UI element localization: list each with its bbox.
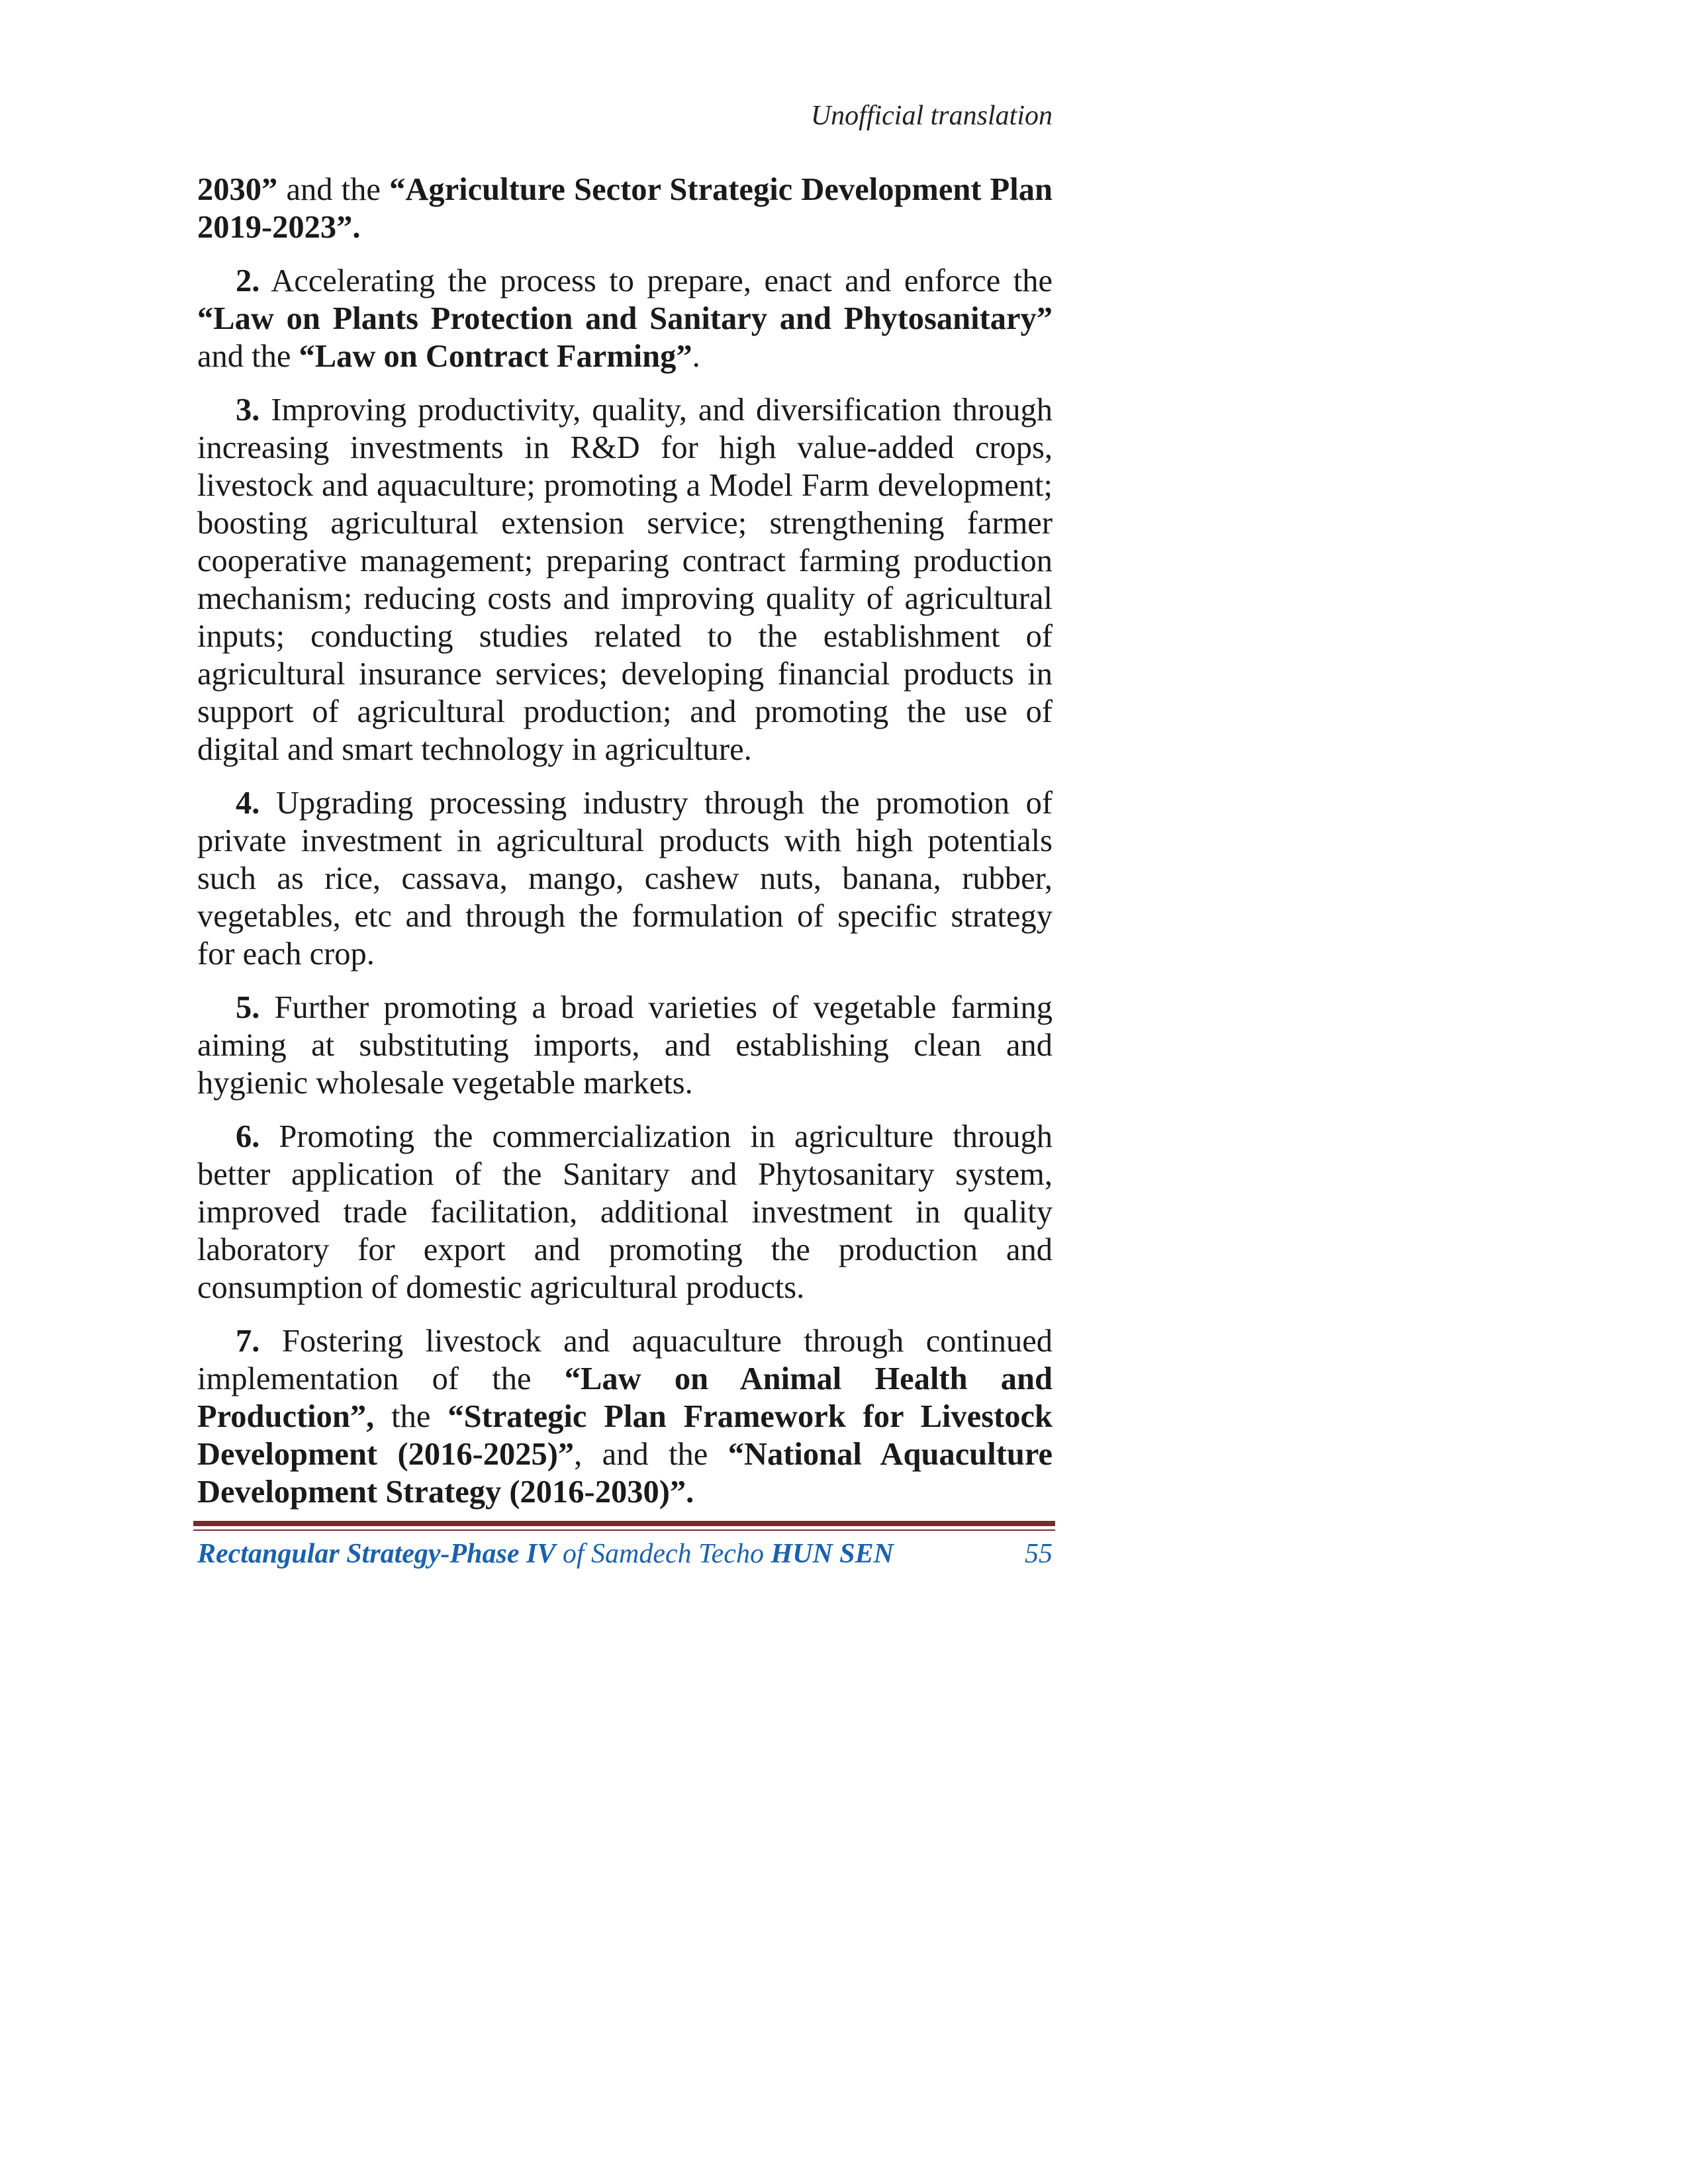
bold-text: “Law on Contract Farming” [299, 339, 692, 374]
footer-title [197, 1534, 894, 1574]
item-number: 5. [236, 990, 260, 1025]
text-span: and the [277, 172, 390, 207]
page-footer [197, 1534, 1053, 1574]
item-number: 3. [236, 392, 260, 428]
text-span: Accelerating the process to prepare, enact and enforce the [259, 263, 1053, 298]
text-span: Further promoting a broad varieties of vegetable farming aiming at substituting imports, and establishing clean and hygienic wholesale vegetable markets. [197, 990, 1053, 1101]
footer-title-bold: Rectangular Strategy-Phase IV [197, 1539, 556, 1569]
bold-text: “Law on Plants Protection and Sanitary and Phytosanitary” [197, 301, 1053, 336]
text-span: and the [197, 339, 299, 374]
bold-text: “Agriculture Sector Strategic Development Plan 2019-2023”. [197, 172, 1053, 245]
paragraph-3 [197, 391, 1053, 768]
bold-text: 2030” [197, 172, 278, 207]
item-number: 2. [236, 263, 260, 298]
body-text [197, 171, 1053, 1527]
footer-rule [193, 1521, 1055, 1526]
paragraph-5 [197, 989, 1053, 1102]
text-span: Upgrading processing industry through the promotion of private investment in agricultural products with high potentials such as rice, cassava, mango, cashew nuts, banana, rubber, vegetables, etc and through the formulation of specific strategy for each crop. [197, 786, 1053, 972]
item-number: 6. [236, 1119, 260, 1154]
text-span: , and the [574, 1437, 728, 1472]
item-number: 7. [236, 1324, 260, 1359]
page-number: 55 [1025, 1539, 1053, 1569]
paragraph-continuation [197, 171, 1053, 246]
paragraph-2 [197, 262, 1053, 375]
item-number: 4. [236, 786, 260, 821]
footer-title-mid: of Samdech Techo [555, 1539, 771, 1569]
footer-rule-thin [193, 1529, 1055, 1531]
bold-text: “Law on Animal Health and Production”, [197, 1361, 1053, 1434]
bold-text: “National Aquaculture Development Strategy (2016-2030)”. [197, 1437, 1053, 1510]
paragraph-7 [197, 1322, 1053, 1511]
text-span: Improving productivity, quality, and diversification through increasing investments in R&D for high value-added crops, livestock and aquaculture; promoting a Model Farm development; boosting agricultural extension service; strengthening farmer cooperative management; preparing contract farming production mechanism; reducing costs and improving quality of agricultural inputs; conducting studies related to the establishment of agricultural insurance services; developing financial products in support of agricultural production; and promoting the use of digital and smart technology in agriculture. [197, 392, 1053, 767]
bold-text: “Strategic Plan Framework for Livestock Development (2016-2025)” [197, 1399, 1053, 1472]
page-header: Unofficial translation [810, 101, 1053, 131]
text-span: the [374, 1399, 448, 1434]
paragraph-4 [197, 784, 1053, 973]
text-span: . [692, 339, 700, 374]
footer-title-name: HUN SEN [771, 1539, 894, 1569]
paragraph-6 [197, 1118, 1053, 1306]
text-span: Fostering livestock and aquaculture through continued implementation of the [197, 1324, 1053, 1396]
text-span: Promoting the commercialization in agriculture through better application of the Sanitary and Phytosanitary system, improved trade facilitation, additional investment in quality laboratory for export and promoting the production and consumption of domestic agricultural products. [197, 1119, 1053, 1305]
